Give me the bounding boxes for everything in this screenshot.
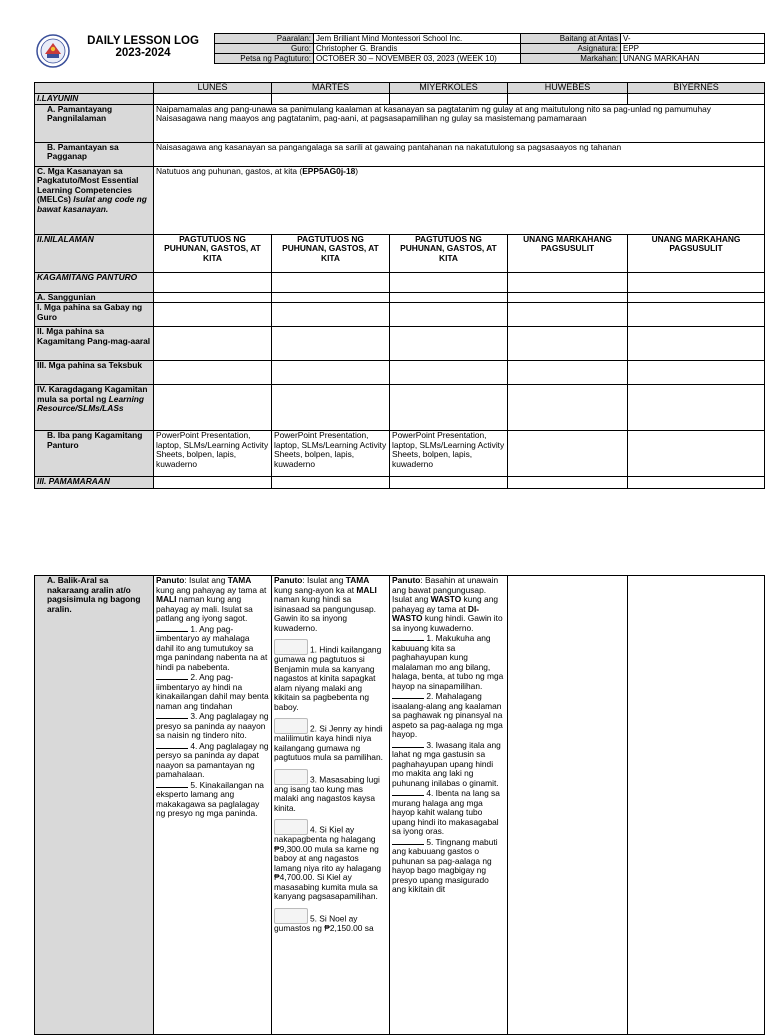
meta-label: Asignatura: — [521, 44, 621, 54]
meta-label: Petsa ng Pagtuturo: — [215, 54, 314, 64]
thursday-activity — [508, 576, 628, 1035]
empty-cell — [390, 327, 508, 361]
answer-box[interactable] — [274, 819, 308, 835]
instr-text: : Isulat ang — [184, 575, 228, 585]
row-label: B. Iba pang Kagamitang Panturo — [35, 431, 154, 477]
row-label: A. Balik-Aral sa nakaraang aralin at/o pagsisimula ng bagong aralin. — [35, 576, 154, 1035]
empty-cell — [272, 385, 390, 431]
instr-text: kung hindi. Gawin ito sa inyong kuwaderno. — [392, 613, 503, 633]
content-standard-text-2: Naisasagawa nang maayos ang pagtatanim, pag-aani, at pagsasapamilihan ng gulay sa masistemang pamamaraan — [156, 113, 587, 123]
empty-cell — [508, 385, 628, 431]
document-title — [72, 35, 214, 59]
monday-activity — [154, 576, 272, 1035]
empty-cell — [272, 327, 390, 361]
melc-label-note: Isulat ang code ng bawat kasanayan. — [37, 194, 147, 214]
content-cell: PAGTUTUOS NG PUHUNAN, GASTOS, AT KITA — [272, 234, 390, 272]
quiz-item — [274, 763, 387, 814]
instr-bold: MALI — [356, 584, 377, 595]
meta-value: OCTOBER 30 – NOVEMBER 03, 2023 (WEEK 10) — [314, 54, 521, 64]
answer-blank[interactable] — [156, 624, 188, 632]
row-label: A. Sanggunian — [35, 292, 154, 303]
answer-box[interactable] — [274, 769, 308, 785]
answer-blank[interactable] — [392, 691, 424, 699]
quiz-item — [392, 788, 505, 837]
day-header: LUNES — [154, 83, 272, 94]
empty-cell — [154, 327, 272, 361]
empty-cell — [628, 292, 765, 303]
instr-bold: DI-WASTO — [392, 603, 480, 623]
tuesday-activity — [272, 576, 390, 1035]
empty-cell — [628, 303, 765, 327]
instr-text: kung sang-ayon ka at — [274, 584, 357, 595]
header-meta-table — [214, 33, 765, 64]
row-sanggunian — [35, 292, 765, 303]
empty-cell — [628, 477, 765, 489]
item-text: 5. Kinakailangan na eksperto lamang ang makakagawa sa paglalagay ng presyo ng mga paninda. — [156, 779, 264, 818]
materials-cell: PowerPoint Presentation, laptop, SLMs/Learning Activity Sheets, bolpen, lapis, kuwaderno — [390, 431, 508, 477]
empty-cell — [154, 303, 272, 327]
quiz-item — [274, 813, 387, 902]
row-content — [154, 104, 765, 142]
day-header-row — [35, 83, 765, 94]
answer-blank[interactable] — [392, 788, 424, 796]
row-melcs — [35, 166, 765, 234]
answer-blank[interactable] — [156, 672, 188, 680]
empty-cell — [508, 292, 628, 303]
instr-text: : Basahin at unawain ang bawat pangungusap. Isulat ang — [392, 575, 499, 604]
panuto-label: Panuto — [156, 575, 185, 585]
karagdagang-label: IV. Karagdagang Kagamitan mula sa portal ng — [37, 384, 148, 404]
answer-blank[interactable] — [392, 740, 424, 748]
quiz-item — [392, 633, 505, 691]
empty-cell — [628, 385, 765, 431]
materials-cell: PowerPoint Presentation, laptop, SLMs/Learning Activity Sheets, bolpen, lapis, kuwaderno — [154, 431, 272, 477]
row-pang-mag-aaral — [35, 327, 765, 361]
instr-text: : Isulat ang — [302, 575, 346, 585]
empty-cell — [390, 303, 508, 327]
content-standard-text: Naipamamalas ang pang-unawa sa panimulang kaalaman at kasanayan sa pagtatanim ng gulay at ang maitutulong nito sa pag-unlad ng pamumuhay — [156, 103, 711, 114]
wednesday-activity — [390, 576, 508, 1035]
performance-standard-text: Naisasagawa ang kasanayan sa pangangalaga sa sarili at gawaing pantahanan na nakatutulong sa pagsasaayos ng tahanan — [154, 142, 765, 166]
item-text: 2. Mahalagang isaalang-alang ang kaalaman sa paghawak ng pinansyal na aspeto sa pag-aalaga ng mga hayop. — [392, 691, 503, 739]
instr-text: naman kung ang pahayag ay mali. Isulat sa patlang ang iyong sagot. — [156, 594, 253, 623]
title-line-2: 2023-2024 — [115, 47, 171, 59]
row-kagamitang — [35, 272, 765, 292]
lesson-plan-table — [34, 82, 765, 489]
meta-label: Guro: — [215, 44, 314, 54]
panuto-label: Panuto — [274, 575, 303, 585]
quiz-item — [156, 741, 269, 780]
empty-cell — [154, 272, 272, 292]
empty-cell — [508, 477, 628, 489]
empty-cell — [628, 361, 765, 385]
answer-box[interactable] — [274, 718, 308, 734]
row-label: A. Pamantayang Pangnilalaman — [35, 104, 154, 142]
row-pamantayang-pangnilalaman — [35, 104, 765, 142]
melc-code: EPP5AG0j-18 — [302, 165, 356, 176]
row-nilalaman — [35, 234, 765, 272]
instr-text: kung ang pahayag ay tama at — [392, 594, 499, 614]
empty-cell — [390, 361, 508, 385]
content-cell: PAGTUTUOS NG PUHUNAN, GASTOS, AT KITA — [154, 234, 272, 272]
meta-row — [215, 54, 765, 64]
item-text: 3. Masasabing lugi ang isang tao kung mas malaki ang nagastos kaysa kinita. — [274, 774, 380, 813]
row-content — [154, 166, 765, 234]
empty-cell — [272, 303, 390, 327]
day-header: BIYERNES — [628, 83, 765, 94]
friday-activity — [628, 576, 765, 1035]
empty-cell — [154, 292, 272, 303]
quiz-item — [156, 672, 269, 711]
meta-value: EPP — [621, 44, 765, 54]
section-kagamitang: KAGAMITANG PANTURO — [35, 272, 154, 292]
empty-cell — [154, 477, 272, 489]
empty-cell — [508, 327, 628, 361]
item-text: 4. Ang paglalagay ng persyo sa paninda ay dapat naayon sa pamantayan ng pamahalaan. — [156, 740, 269, 779]
meta-label: Markahan: — [521, 54, 621, 64]
row-label: III. Mga pahina sa Teksbuk — [35, 361, 154, 385]
corner-cell — [35, 83, 154, 94]
row-label — [35, 166, 154, 234]
item-text: 4. Ibenta na lang sa murang halaga ang mga hayop kahit walang tubo upang hindi ito makasagabal sa iyong oras. — [392, 788, 500, 836]
quiz-item — [392, 691, 505, 740]
empty-cell — [508, 431, 628, 477]
empty-cell — [272, 477, 390, 489]
meta-value: V- — [621, 34, 765, 44]
instr-bold: MALI — [156, 594, 177, 604]
content-cell: UNANG MARKAHANG PAGSUSULIT — [628, 234, 765, 272]
meta-label: Baitang at Antas — [521, 34, 621, 44]
item-text: 3. Ang paglalagay ng presyo sa paninda ay naayon sa naisin ng tindero nito. — [156, 711, 269, 740]
procedure-table — [34, 575, 765, 1035]
title-line-1: DAILY LESSON LOG — [87, 35, 199, 47]
meta-row — [215, 44, 765, 54]
quiz-item — [156, 780, 269, 819]
row-balik-aral — [35, 576, 765, 1035]
row-gabay-guro — [35, 303, 765, 327]
empty-cell — [508, 94, 628, 105]
quiz-item — [274, 712, 387, 763]
empty-cell — [390, 385, 508, 431]
row-iba-pang-kagamitan — [35, 431, 765, 477]
karagdagang-label-note: Learning Resource/SLMs/LASs — [37, 393, 145, 413]
item-text: 1. Hindi kailangang gumawa ng pagtutuos si Benjamin mula sa kanyang nagastos at kinita sapagkat alam niyang malaki ang kikitain sa pagbebenta ng baboy. — [274, 644, 382, 712]
empty-cell — [628, 431, 765, 477]
empty-cell — [508, 272, 628, 292]
empty-cell — [390, 272, 508, 292]
empty-cell — [508, 303, 628, 327]
section-nilalaman: II.NILALAMAN — [35, 234, 154, 272]
row-pamamaraan — [35, 477, 765, 489]
materials-cell: PowerPoint Presentation, laptop, SLMs/Learning Activity Sheets, bolpen, lapis, kuwaderno — [272, 431, 390, 477]
item-text: 5. Si Noel ay gumastos ng ₱2,150.00 sa — [274, 913, 374, 933]
answer-blank[interactable] — [156, 780, 188, 788]
item-text: 2. Si Jenny ay hindi malilimutin kaya hindi niya kailangang gumawa ng pagtutuos mula sa pamilihan. — [274, 723, 383, 762]
empty-cell — [390, 292, 508, 303]
item-text: 3. Iwasang itala ang lahat ng mga gastusin sa paghahayupan upang hindi mo makita ang laki ng puhunang inilabas o ginamit. — [392, 739, 501, 788]
content-cell: PAGTUTUOS NG PUHUNAN, GASTOS, AT KITA — [390, 234, 508, 272]
empty-cell — [154, 361, 272, 385]
day-header: MIYERKOLES — [390, 83, 508, 94]
empty-cell — [628, 94, 765, 105]
answer-blank[interactable] — [156, 741, 188, 749]
quiz-item — [274, 633, 387, 712]
instr-bold: TAMA — [345, 575, 370, 585]
quiz-item — [156, 711, 269, 741]
item-text: 1. Makukuha ang kabuuang kita sa paghahayupan kung malalaman mo ang bilang, halaga, benta, at tubo ng mga hayop na sinapamilihan. — [392, 633, 504, 691]
empty-cell — [272, 361, 390, 385]
answer-blank[interactable] — [392, 837, 424, 845]
melc-label: C. Mga Kasanayan sa Pagkatuto/Most Essential Learning Competencies (MELCs) — [37, 165, 139, 204]
item-text: 4. Si Kiel ay nakapagbenta ng halagang ₱9,300.00 mula sa karne ng baboy at ang nagastos lamang niya rito ay halagang ₱4,700.00. Si Kiel ay masasabing kumita mula sa kanyang pagsasapamilihan. — [274, 824, 382, 901]
melc-close: ) — [355, 165, 359, 176]
row-pamantayan-pagganap — [35, 142, 765, 166]
panuto-label: Panuto — [392, 575, 421, 585]
row-karagdagang — [35, 385, 765, 431]
meta-value: UNANG MARKAHAN — [621, 54, 765, 64]
row-teksbuk — [35, 361, 765, 385]
melc-text: Natutuos ang puhunan, gastos, at kita ( — [156, 165, 303, 176]
quiz-item — [392, 740, 505, 789]
empty-cell — [628, 327, 765, 361]
content-cell: UNANG MARKAHANG PAGSUSULIT — [508, 234, 628, 272]
empty-cell — [154, 94, 272, 105]
section-layunin: I.LAYUNIN — [35, 94, 154, 105]
instr-bold: WASTO — [430, 594, 462, 604]
empty-cell — [154, 385, 272, 431]
meta-value: Christopher G. Brandis — [314, 44, 521, 54]
item-text: 2. Ang pag-iimbentaryo ay hindi na kinakailangan dahil may benta naman ang tindahan — [156, 672, 269, 711]
row-label: II. Mga pahina sa Kagamitang Pang-mag-aaral — [35, 327, 154, 361]
answer-blank[interactable] — [392, 633, 424, 641]
deped-seal-logo — [36, 34, 70, 68]
empty-cell — [272, 272, 390, 292]
instr-text: naman kung hindi sa isinasaad sa pangungusap. Gawin ito sa inyong kuwaderno. — [274, 594, 376, 633]
item-text: 5. Tingnang mabuti ang kabuuang gastos o puhunan sa pag-aalaga ng hayop bago magbigay ng presyo upang masigurado ang kikitain dit — [392, 836, 498, 894]
meta-value: Jem Brilliant Mind Montessori School Inc. — [314, 34, 521, 44]
quiz-item — [392, 837, 505, 895]
section-pamamaraan: III. PAMAMARAAN — [35, 477, 154, 489]
quiz-item — [156, 624, 269, 673]
row-label — [35, 385, 154, 431]
section-row — [35, 94, 765, 105]
empty-cell — [390, 477, 508, 489]
empty-cell — [272, 292, 390, 303]
day-header: HUWEBES — [508, 83, 628, 94]
answer-box[interactable] — [274, 908, 308, 924]
meta-row — [215, 34, 765, 44]
answer-blank[interactable] — [156, 711, 188, 719]
empty-cell — [508, 361, 628, 385]
meta-label: Paaralan: — [215, 34, 314, 44]
row-label: I. Mga pahina sa Gabay ng Guro — [35, 303, 154, 327]
empty-cell — [272, 94, 390, 105]
answer-box[interactable] — [274, 639, 308, 655]
day-header: MARTES — [272, 83, 390, 94]
empty-cell — [628, 272, 765, 292]
instr-text: kung ang pahayag ay tama at — [156, 584, 267, 595]
item-text: 1. Ang pag-iimbentaryo ay mahalaga dahil ito ang tumutukoy sa mga panindang nabenta na at hindi pa nabebenta. — [156, 623, 268, 672]
instr-bold: TAMA — [227, 575, 252, 585]
row-label: B. Pamantayan sa Pagganap — [35, 142, 154, 166]
empty-cell — [390, 94, 508, 105]
quiz-item — [274, 902, 387, 934]
